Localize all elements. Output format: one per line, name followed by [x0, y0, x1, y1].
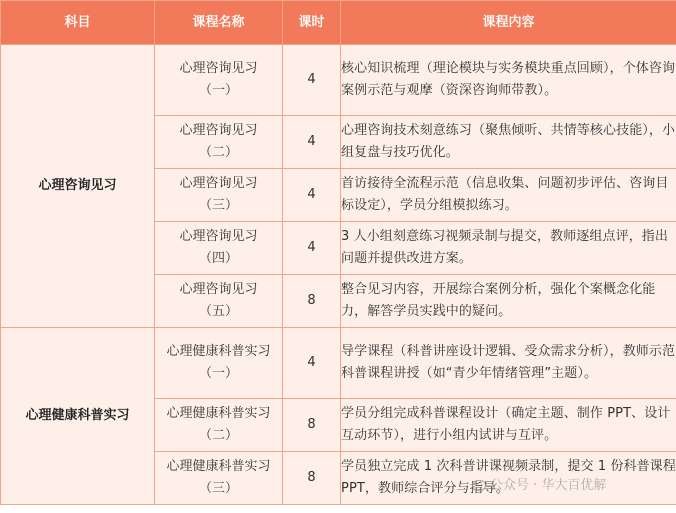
content-cell: 心理咨询技术刻意练习（聚焦倾听、共情等核心技能），小组复盘与技巧优化。 [341, 116, 676, 169]
hours-cell: 4 [283, 328, 341, 399]
content-cell: 学员分组完成科普课程设计（确定主题、制作 PPT、设计互动环节），进行小组内试讲与互评。 [341, 399, 676, 452]
course-name-cell [155, 275, 283, 328]
hours-cell: 8 [283, 452, 341, 505]
course-number: （四） [198, 251, 238, 266]
course-number: （一） [198, 83, 238, 98]
header-course-name: 课程名称 [155, 1, 283, 45]
course-number: （三） [198, 481, 238, 496]
hours-cell: 4 [283, 116, 341, 169]
content-cell: 学员独立完成 1 次科普讲课视频录制，提交 1 份科普课程 PPT，教师综合评分与指导。 [341, 452, 676, 505]
header-content: 课程内容 [341, 1, 676, 45]
course-name-cell [155, 116, 283, 169]
hours-cell: 8 [283, 275, 341, 328]
course-name-cell [155, 399, 283, 452]
content-cell: 首访接待全流程示范（信息收集、问题初步评估、咨询目标设定），学员分组模拟练习。 [341, 169, 676, 222]
header-row [1, 1, 676, 45]
table-row [1, 328, 676, 399]
course-name-cell [155, 328, 283, 399]
course-name: 心理健康科普实习 [166, 406, 271, 421]
course-name-cell [155, 452, 283, 505]
course-number: （三） [198, 198, 238, 213]
course-name: 心理咨询见习 [179, 282, 258, 297]
content-cell: 核心知识梳理（理论模块与实务模块重点回顾），个体咨询案例示范与观摩（资深咨询师带教）。 [341, 45, 676, 116]
course-number: （二） [198, 145, 238, 160]
course-number: （二） [198, 428, 238, 443]
hours-cell: 4 [283, 169, 341, 222]
watermark-text: 公众号 · 华大百优解 [490, 478, 607, 493]
course-name: 心理咨询见习 [179, 123, 258, 138]
content-cell: 整合见习内容，开展综合案例分析，强化个案概念化能力，解答学员实践中的疑问。 [341, 275, 676, 328]
course-number: （一） [198, 366, 238, 381]
content-cell: 3 人小组刻意练习视频录制与提交，教师逐组点评，指出问题并提供改进方案。 [341, 222, 676, 275]
course-name: 心理咨询见习 [179, 229, 258, 244]
course-name: 心理咨询见习 [179, 176, 258, 191]
course-name: 心理咨询见习 [179, 61, 258, 76]
header-hours: 课时 [283, 1, 341, 45]
hours-cell: 4 [283, 45, 341, 116]
subject-cell: 心理咨询见习 [1, 45, 155, 328]
content-cell: 导学课程（科普讲座设计逻辑、受众需求分析），教师示范科普课程讲授（如“青少年情绪管理”主题）。 [341, 328, 676, 399]
course-name-cell [155, 169, 283, 222]
course-name-cell [155, 222, 283, 275]
subject-cell: 心理健康科普实习 [1, 328, 155, 505]
table-row [1, 45, 676, 116]
course-name: 心理健康科普实习 [166, 344, 271, 359]
course-name-cell [155, 45, 283, 116]
course-number: （五） [198, 304, 238, 319]
header-subject: 科目 [1, 1, 155, 45]
hours-cell: 8 [283, 399, 341, 452]
hours-cell: 4 [283, 222, 341, 275]
course-name: 心理健康科普实习 [166, 459, 271, 474]
